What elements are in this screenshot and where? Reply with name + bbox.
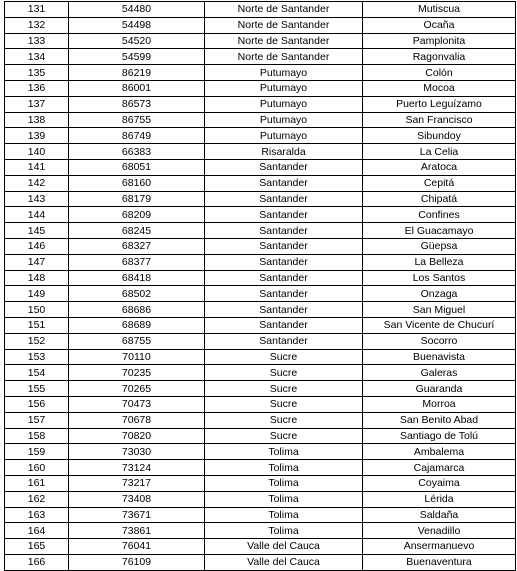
table-row xyxy=(5,207,516,223)
municipality-cell: Sibundoy xyxy=(363,128,516,144)
table-row xyxy=(5,223,516,239)
table-row xyxy=(5,302,516,318)
department-cell: Tolima xyxy=(205,460,363,476)
row-number-cell: 143 xyxy=(5,191,69,207)
table-row xyxy=(5,80,516,96)
code-cell: 86219 xyxy=(69,65,205,81)
department-cell: Sucre xyxy=(205,349,363,365)
department-cell: Santander xyxy=(205,317,363,333)
code-cell: 70110 xyxy=(69,349,205,365)
row-number-cell: 156 xyxy=(5,396,69,412)
department-cell: Norte de Santander xyxy=(205,49,363,65)
row-number-cell: 152 xyxy=(5,333,69,349)
code-cell: 54520 xyxy=(69,33,205,49)
municipality-cell: San Francisco xyxy=(363,112,516,128)
code-cell: 54480 xyxy=(69,2,205,18)
code-cell: 76109 xyxy=(69,554,205,570)
code-cell: 68179 xyxy=(69,191,205,207)
table-row xyxy=(5,507,516,523)
department-cell: Santander xyxy=(205,238,363,254)
code-cell: 86573 xyxy=(69,96,205,112)
department-cell: Putumayo xyxy=(205,112,363,128)
code-cell: 68502 xyxy=(69,286,205,302)
municipality-cell: Colón xyxy=(363,65,516,81)
row-number-cell: 132 xyxy=(5,17,69,33)
code-cell: 68245 xyxy=(69,223,205,239)
municipality-cell: Buenaventura xyxy=(363,554,516,570)
department-cell: Putumayo xyxy=(205,65,363,81)
row-number-cell: 157 xyxy=(5,412,69,428)
department-cell: Tolima xyxy=(205,507,363,523)
municipality-cell: Venadillo xyxy=(363,523,516,539)
table-row xyxy=(5,491,516,507)
department-cell: Sucre xyxy=(205,365,363,381)
department-cell: Putumayo xyxy=(205,96,363,112)
code-cell: 86749 xyxy=(69,128,205,144)
municipality-cell: San Miguel xyxy=(363,302,516,318)
table-row xyxy=(5,381,516,397)
municipality-cell: Lérida xyxy=(363,491,516,507)
row-number-cell: 150 xyxy=(5,302,69,318)
table-row xyxy=(5,96,516,112)
municipality-cell: Ambalema xyxy=(363,444,516,460)
code-cell: 68689 xyxy=(69,317,205,333)
code-cell: 54498 xyxy=(69,17,205,33)
table-row xyxy=(5,254,516,270)
table-row xyxy=(5,191,516,207)
code-cell: 70820 xyxy=(69,428,205,444)
row-number-cell: 147 xyxy=(5,254,69,270)
table-row xyxy=(5,175,516,191)
department-cell: Tolima xyxy=(205,491,363,507)
municipality-cell: Morroa xyxy=(363,396,516,412)
department-cell: Tolima xyxy=(205,475,363,491)
row-number-cell: 155 xyxy=(5,381,69,397)
code-cell: 70473 xyxy=(69,396,205,412)
row-number-cell: 140 xyxy=(5,144,69,160)
department-cell: Norte de Santander xyxy=(205,2,363,18)
code-cell: 70265 xyxy=(69,381,205,397)
code-cell: 68377 xyxy=(69,254,205,270)
table-row xyxy=(5,396,516,412)
row-number-cell: 165 xyxy=(5,539,69,555)
table-row xyxy=(5,49,516,65)
code-cell: 73124 xyxy=(69,460,205,476)
table-row xyxy=(5,65,516,81)
row-number-cell: 146 xyxy=(5,238,69,254)
table-row xyxy=(5,444,516,460)
table-row xyxy=(5,475,516,491)
row-number-cell: 166 xyxy=(5,554,69,570)
municipality-cell: Onzaga xyxy=(363,286,516,302)
municipality-cell: San Benito Abad xyxy=(363,412,516,428)
municipality-table xyxy=(4,1,516,571)
code-cell: 76041 xyxy=(69,539,205,555)
municipality-cell: Mutiscua xyxy=(363,2,516,18)
municipality-cell: San Vicente de Chucurí xyxy=(363,317,516,333)
department-cell: Santander xyxy=(205,207,363,223)
department-cell: Tolima xyxy=(205,444,363,460)
municipality-cell: Güepsa xyxy=(363,238,516,254)
municipality-cell: Chipatá xyxy=(363,191,516,207)
row-number-cell: 133 xyxy=(5,33,69,49)
code-cell: 68051 xyxy=(69,159,205,175)
code-cell: 68327 xyxy=(69,238,205,254)
code-cell: 68686 xyxy=(69,302,205,318)
code-cell: 73217 xyxy=(69,475,205,491)
municipality-cell: La Celia xyxy=(363,144,516,160)
department-cell: Sucre xyxy=(205,396,363,412)
code-cell: 68755 xyxy=(69,333,205,349)
table-row xyxy=(5,333,516,349)
row-number-cell: 161 xyxy=(5,475,69,491)
code-cell: 73030 xyxy=(69,444,205,460)
code-cell: 54599 xyxy=(69,49,205,65)
department-cell: Norte de Santander xyxy=(205,17,363,33)
code-cell: 73861 xyxy=(69,523,205,539)
row-number-cell: 151 xyxy=(5,317,69,333)
code-cell: 70235 xyxy=(69,365,205,381)
row-number-cell: 144 xyxy=(5,207,69,223)
municipality-cell: Ansermanuevo xyxy=(363,539,516,555)
table-row xyxy=(5,460,516,476)
municipality-cell: Coyaima xyxy=(363,475,516,491)
row-number-cell: 137 xyxy=(5,96,69,112)
department-cell: Santander xyxy=(205,302,363,318)
table-row xyxy=(5,128,516,144)
table-row xyxy=(5,428,516,444)
municipality-cell: Buenavista xyxy=(363,349,516,365)
department-cell: Santander xyxy=(205,175,363,191)
row-number-cell: 158 xyxy=(5,428,69,444)
municipality-cell: Socorro xyxy=(363,333,516,349)
row-number-cell: 134 xyxy=(5,49,69,65)
department-cell: Santander xyxy=(205,254,363,270)
code-cell: 73408 xyxy=(69,491,205,507)
department-cell: Risaralda xyxy=(205,144,363,160)
municipality-cell: La Belleza xyxy=(363,254,516,270)
code-cell: 86755 xyxy=(69,112,205,128)
municipality-cell: Cepitá xyxy=(363,175,516,191)
department-cell: Sucre xyxy=(205,412,363,428)
municipality-cell: Galeras xyxy=(363,365,516,381)
table-row xyxy=(5,412,516,428)
municipality-cell: Saldaña xyxy=(363,507,516,523)
row-number-cell: 131 xyxy=(5,2,69,18)
department-cell: Norte de Santander xyxy=(205,33,363,49)
table-row xyxy=(5,286,516,302)
table-row xyxy=(5,33,516,49)
table-row xyxy=(5,523,516,539)
row-number-cell: 148 xyxy=(5,270,69,286)
row-number-cell: 149 xyxy=(5,286,69,302)
municipality-cell: Mocoa xyxy=(363,80,516,96)
department-cell: Valle del Cauca xyxy=(205,554,363,570)
code-cell: 68160 xyxy=(69,175,205,191)
row-number-cell: 138 xyxy=(5,112,69,128)
table-row xyxy=(5,317,516,333)
department-cell: Valle del Cauca xyxy=(205,539,363,555)
table-row xyxy=(5,144,516,160)
row-number-cell: 142 xyxy=(5,175,69,191)
table-row xyxy=(5,349,516,365)
table-row xyxy=(5,159,516,175)
table-row xyxy=(5,365,516,381)
row-number-cell: 139 xyxy=(5,128,69,144)
code-cell: 68209 xyxy=(69,207,205,223)
municipality-cell: Aratoca xyxy=(363,159,516,175)
table-row xyxy=(5,2,516,18)
row-number-cell: 163 xyxy=(5,507,69,523)
row-number-cell: 160 xyxy=(5,460,69,476)
department-cell: Santander xyxy=(205,223,363,239)
table-row xyxy=(5,112,516,128)
municipality-cell: Puerto Leguízamo xyxy=(363,96,516,112)
municipality-cell: El Guacamayo xyxy=(363,223,516,239)
department-cell: Santander xyxy=(205,270,363,286)
department-cell: Putumayo xyxy=(205,128,363,144)
department-cell: Sucre xyxy=(205,381,363,397)
row-number-cell: 159 xyxy=(5,444,69,460)
municipality-cell: Ocaña xyxy=(363,17,516,33)
row-number-cell: 164 xyxy=(5,523,69,539)
row-number-cell: 145 xyxy=(5,223,69,239)
municipality-cell: Los Santos xyxy=(363,270,516,286)
code-cell: 86001 xyxy=(69,80,205,96)
municipality-cell: Santiago de Tolú xyxy=(363,428,516,444)
table-row xyxy=(5,17,516,33)
row-number-cell: 135 xyxy=(5,65,69,81)
department-cell: Putumayo xyxy=(205,80,363,96)
department-cell: Santander xyxy=(205,333,363,349)
municipality-cell: Pamplonita xyxy=(363,33,516,49)
table-row xyxy=(5,270,516,286)
table-row xyxy=(5,539,516,555)
row-number-cell: 153 xyxy=(5,349,69,365)
municipality-cell: Confines xyxy=(363,207,516,223)
code-cell: 70678 xyxy=(69,412,205,428)
municipality-cell: Ragonvalia xyxy=(363,49,516,65)
code-cell: 66383 xyxy=(69,144,205,160)
row-number-cell: 162 xyxy=(5,491,69,507)
row-number-cell: 136 xyxy=(5,80,69,96)
code-cell: 73671 xyxy=(69,507,205,523)
municipality-cell: Cajamarca xyxy=(363,460,516,476)
table-body xyxy=(5,2,516,571)
municipality-cell: Guaranda xyxy=(363,381,516,397)
department-cell: Tolima xyxy=(205,523,363,539)
department-cell: Santander xyxy=(205,159,363,175)
row-number-cell: 141 xyxy=(5,159,69,175)
department-cell: Sucre xyxy=(205,428,363,444)
table-row xyxy=(5,238,516,254)
department-cell: Santander xyxy=(205,191,363,207)
department-cell: Santander xyxy=(205,286,363,302)
code-cell: 68418 xyxy=(69,270,205,286)
row-number-cell: 154 xyxy=(5,365,69,381)
table-row xyxy=(5,554,516,570)
